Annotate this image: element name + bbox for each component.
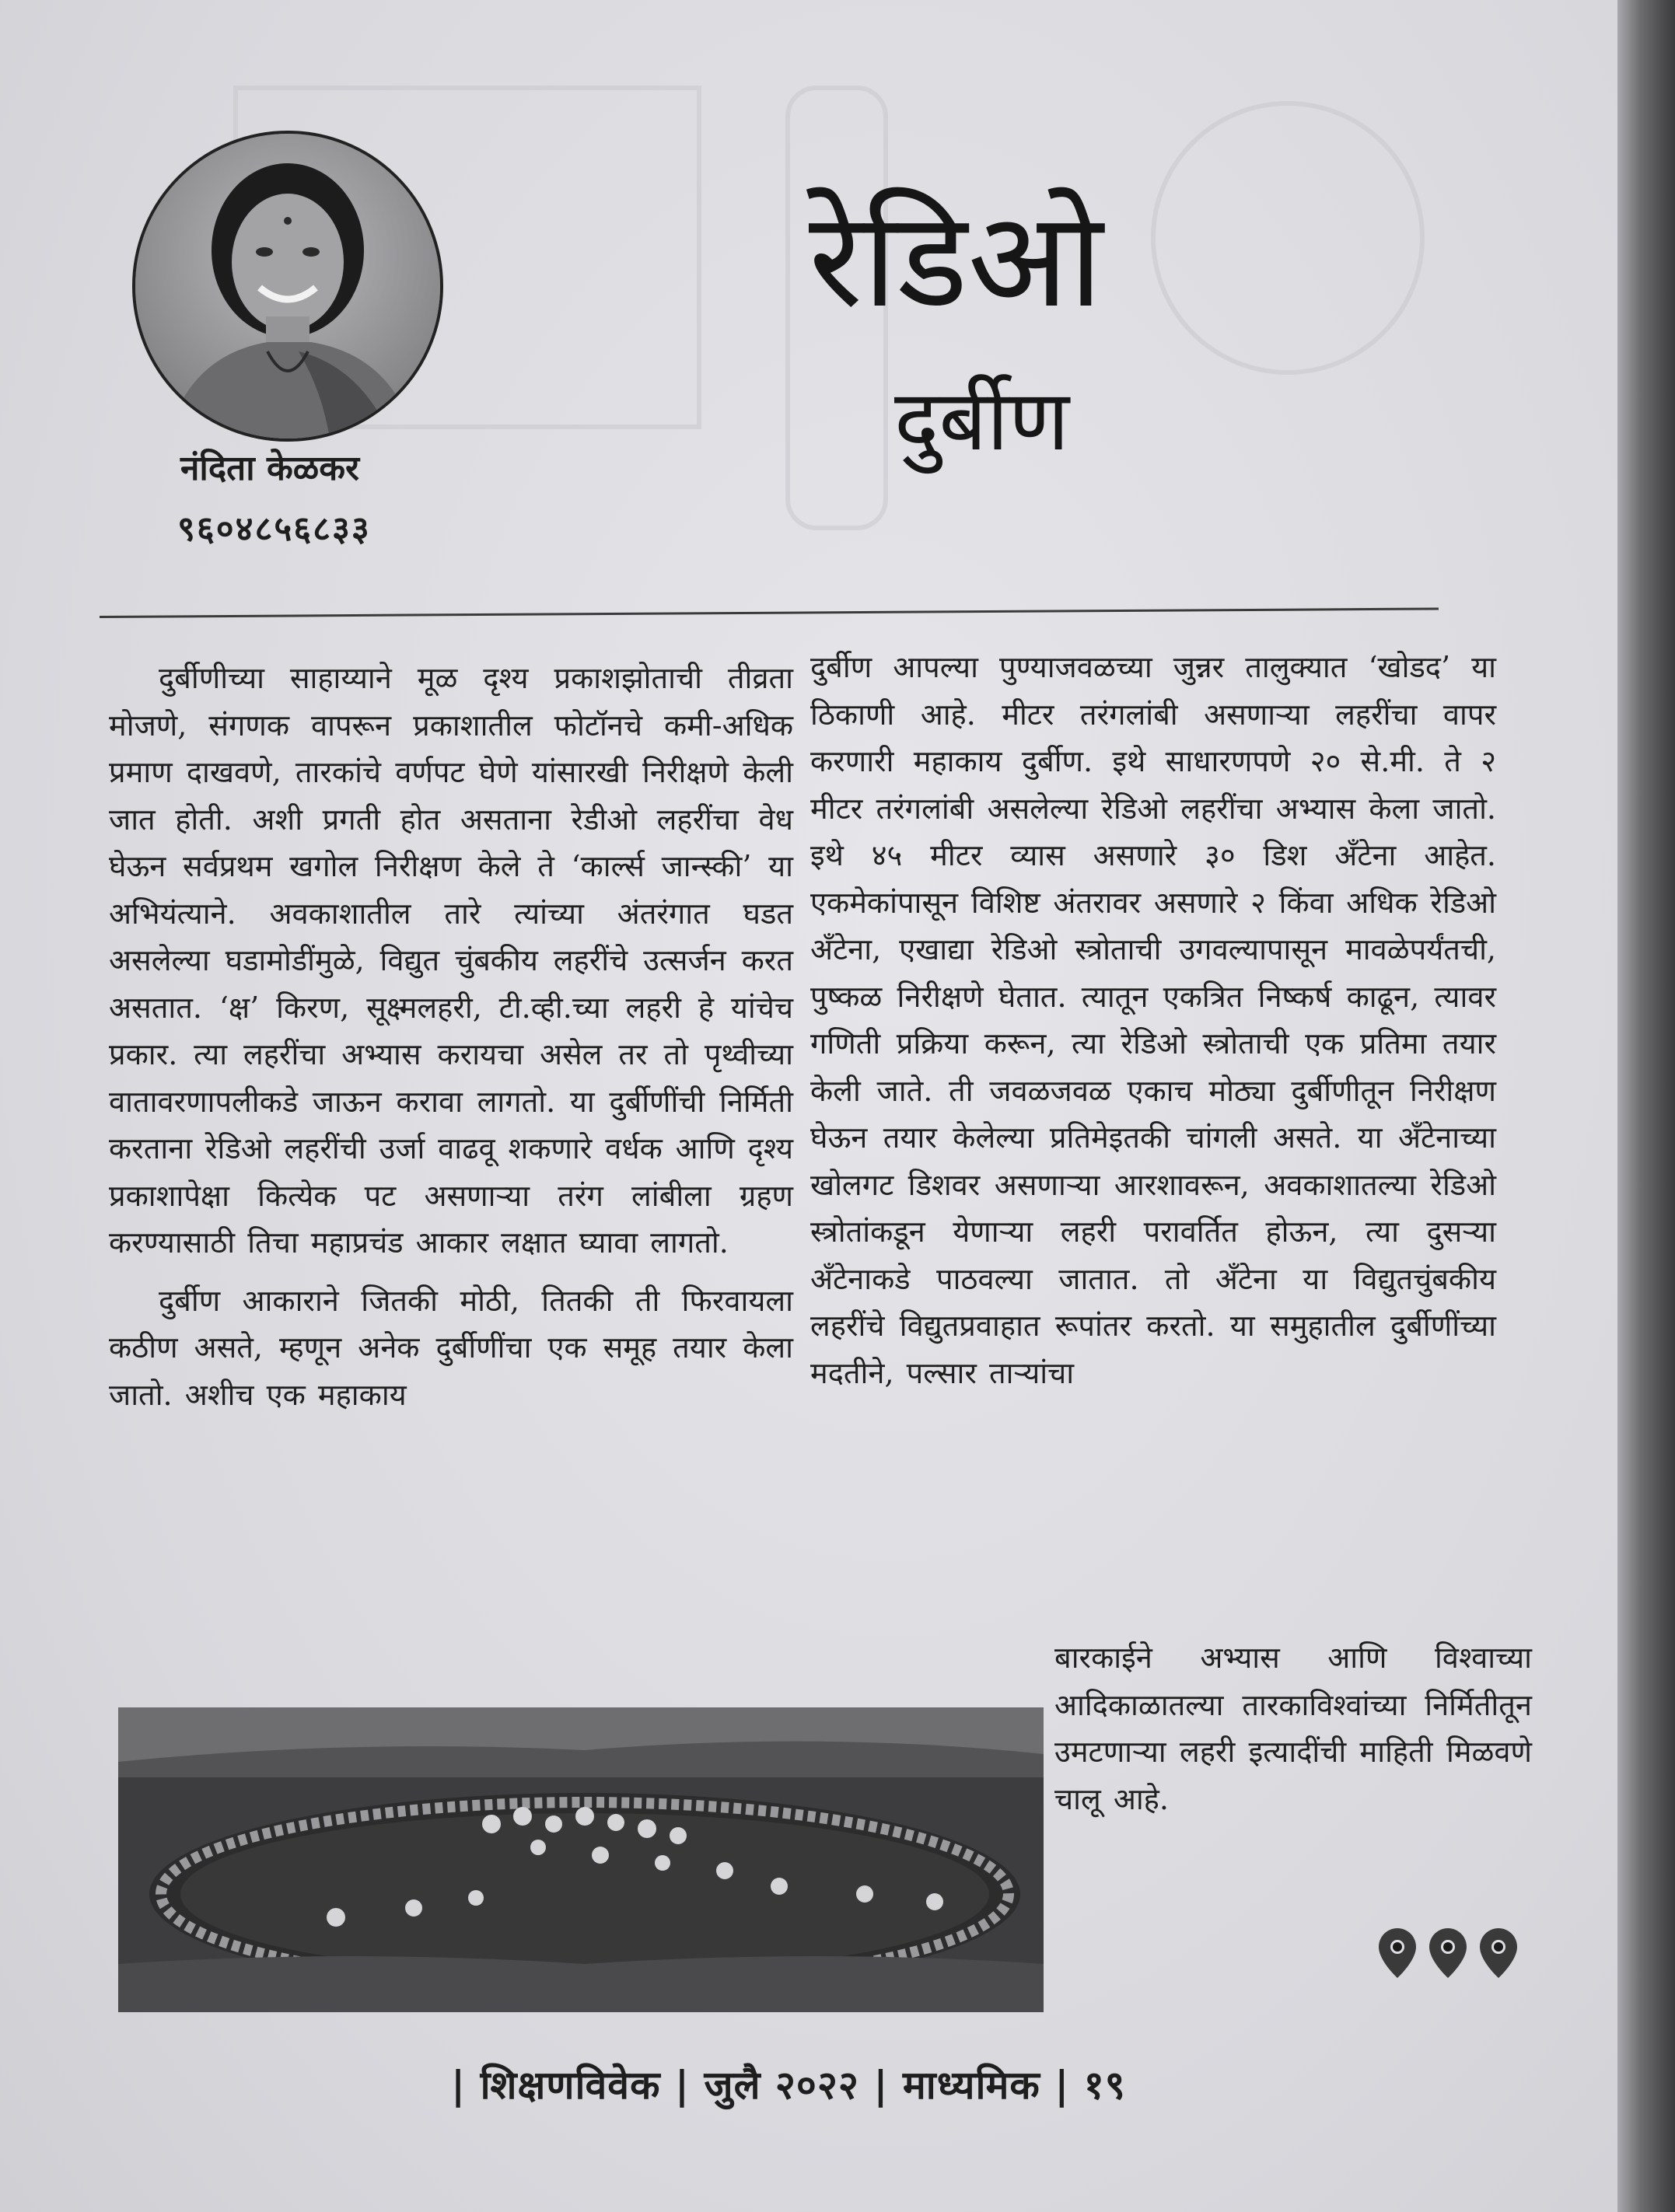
article-subtitle: दुर्बीण: [894, 372, 1070, 470]
paragraph: बारकाईने अभ्यास आणि विश्वाच्या आदिकाळातल्या तारकाविश्वांच्या निर्मितीतून उमटणाऱ्या लहरी इत्यादींची माहिती मिळवणे चालू आहे.: [1054, 1641, 1532, 1816]
author-phone: ९६०४८५६८३३: [177, 509, 371, 549]
paragraph: दुर्बीण आकाराने जितकी मोठी, तितकी ती फिरवायला कठीण असते, म्हणून अनेक दुर्बीणींचा एक समूह तयार केला जातो. अशीच एक महाकाय: [109, 1283, 793, 1412]
paragraph: दुर्बीणीच्या साहाय्याने मूळ दृश्य प्रकाशझोताची तीव्रता मोजणे, संगणक वापरून प्रकाशातील फोटॉनचे कमी-अधिक प्रमाण दाखवणे, तारकांचे वर्णपट घेणे यांसारखी निरीक्षणे केली जात होती. अशी प्रगती होत असताना रेडीओ लहरींचा वेध घेऊन सर्वप्रथम खगोल निरीक्षण केले ते ‘कार्ल्स जान्स्की’ या अभियंत्याने. अवकाशातील तारे त्यांच्या अंतरंगात घडत असलेल्या घडामोडींमुळे, विद्युत चुंबकीय लहरींचे उत्सर्जन करत असतात. ‘क्ष’ किरण, सूक्ष्मलहरी, टी.व्ही.च्या लहरी हे यांचेच प्रकार. त्या लहरींचा अभ्यास करायचा असेल तर तो पृथ्वीच्या वातावरणापलीकडे जाऊन करावा लागतो. या दुर्बीणींची निर्मिती करताना रेडिओ लहरींची उर्जा वाढवू शकणारे वर्धक आणि दृश्य प्रकाशापेक्षा कित्येक पट असणाऱ्या तरंग लांबीला ग्रहण करण्यासाठी तिचा महाप्रचंड आकार लक्षात घ्यावा लागतो.: [109, 661, 793, 1260]
paragraph: दुर्बीण आपल्या पुण्याजवळच्या जुन्नर तालुक्यात ‘खोडद’ या ठिकाणी आहे. मीटर तरंगलांबी असणाऱ्या लहरींचा वापर करणारी महाकाय दुर्बीण. इथे साधारणपणे २० से.मी. ते २ मीटर तरंगलांबी असलेल्या रेडिओ लहरींचा अभ्यास केला जातो. इथे ४५ मीटर व्यास असणारे ३० डिश अँटेना आहेत. एकमेकांपासून विशिष्ट अंतरावर असणारे २ किंवा अधिक रेडिओ अँटेना, एखाद्या रेडिओ स्त्रोताची उगवल्यापासून मावळेपर्यंतची, पुष्कळ निरीक्षणे घेतात. त्यातून एकत्रित निष्कर्ष काढून, त्यावर गणिती प्रक्रिया करून, त्या रेडिओ स्त्रोताची एक प्रतिमा तयार केली जाते. ती जवळजवळ एकाच मोठ्या दुर्बीणीतून निरीक्षण घेऊन तयार केलेल्या प्रतिमेइतकी चांगली असते. या अँटेनाच्या खोलगट डिशवर असणाऱ्या आरशावरून, अवकाशातल्या रेडिओ स्त्रोतांकडून येणाऱ्या लहरी परावर्तित होऊन, त्या दुसऱ्या अँटेनाकडे पाठवल्या जातात. तो अँटेना या विद्युतचुंबकीय लहरींचे विद्युतप्रवाहात रूपांतर करतो. या समुहातील दुर्बीणींच्या मदतीने, पल्सार ताऱ्यांचा: [810, 650, 1496, 1390]
author-photo: [132, 131, 443, 442]
article-column-continued: [1054, 1634, 1532, 1822]
article-title: रेडिओ: [809, 183, 1103, 337]
header-divider: [100, 607, 1439, 618]
antenna-array-illustration: [118, 1707, 1044, 2012]
page-footer: | शिक्षणविवेक | जुलै २०२२ | माध्यमिक | १९: [451, 2062, 1126, 2108]
article-column-right: [810, 644, 1496, 1396]
author-name: नंदिता केळकर: [180, 449, 359, 488]
decorative-pins-icon: [1370, 1924, 1533, 1994]
background-edge: [1617, 0, 1675, 2212]
show-through-circle: [1151, 101, 1425, 375]
antenna-array-photo: [118, 1707, 1044, 2012]
author-portrait-illustration: [135, 134, 440, 439]
article-column-left: [109, 655, 793, 1418]
